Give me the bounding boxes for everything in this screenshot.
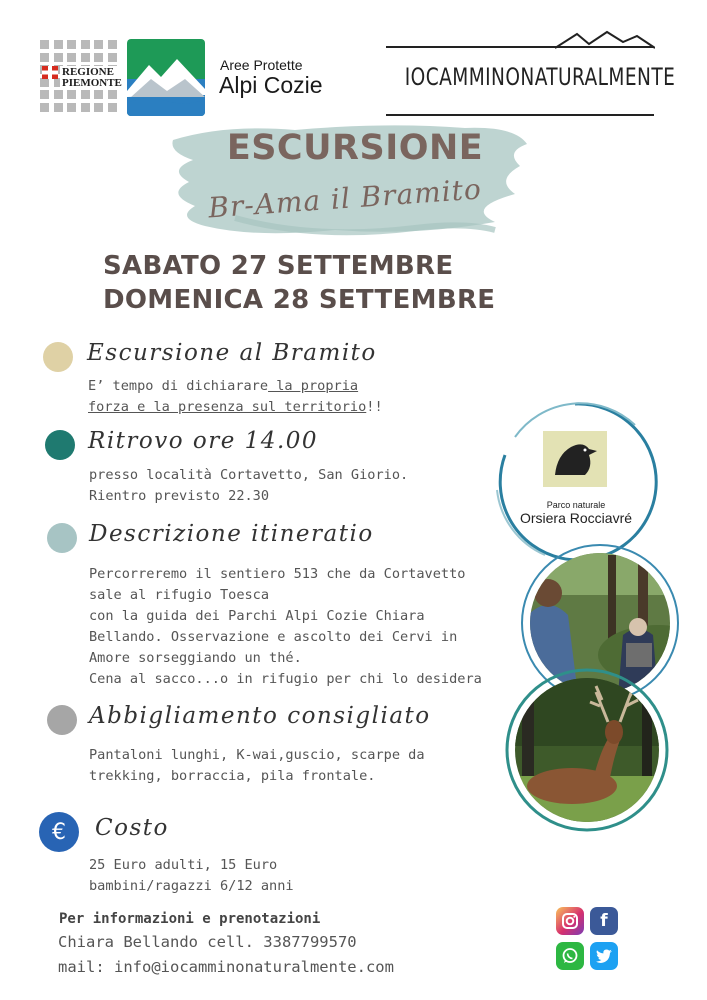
bullet-dot-tan xyxy=(43,342,73,372)
bullet-dot-grey xyxy=(47,705,77,735)
section-title-ritrovo: Ritrovo ore 14.00 xyxy=(88,428,319,454)
whatsapp-icon[interactable] xyxy=(556,942,584,970)
section-title-costo: Costo xyxy=(95,815,169,841)
instagram-icon[interactable] xyxy=(556,907,584,935)
ritrovo-line2: Rientro previsto 22.30 xyxy=(89,488,270,504)
contact-phone[interactable]: Chiara Bellando cell. 3387799570 xyxy=(58,933,357,951)
facebook-icon[interactable]: f xyxy=(590,907,618,935)
twitter-icon[interactable] xyxy=(590,942,618,970)
section-body-bramito xyxy=(88,376,383,418)
itin-line2: sale al rifugio Toesca xyxy=(89,587,270,603)
section-title-abbigliamento: Abbigliamento consigliato xyxy=(89,703,431,729)
contact-email[interactable]: mail: info@iocamminonaturalmente.com xyxy=(58,958,394,976)
abb-line1: Pantaloni lunghi, K-wai,guscio, scarpe da xyxy=(89,747,425,763)
bullet-dot-light-teal xyxy=(47,523,77,553)
section-body-abbigliamento xyxy=(89,745,425,787)
section-title-bramito: Escursione al Bramito xyxy=(87,340,377,366)
bramito-text: E’ tempo di dichiarare xyxy=(88,378,269,394)
park-label-big: Orsiera Rocciavré xyxy=(519,510,633,526)
brand-bottom-rule xyxy=(386,114,654,116)
mountains-icon xyxy=(555,30,655,50)
bramito-exclaim: !! xyxy=(366,399,383,415)
date-saturday: SABATO 27 SETTEMBRE xyxy=(103,251,454,281)
costo-line1: 25 Euro adulti, 15 Euro xyxy=(89,857,278,873)
regione-piemonte-text xyxy=(60,66,124,90)
bramito-underline-2: forza e la presenza sul territorio xyxy=(88,399,367,415)
euro-icon: € xyxy=(39,812,79,852)
event-subtitle: Br-Ama il Bramito xyxy=(207,172,483,225)
itin-line5: Amore sorseggiando un thé. xyxy=(89,650,302,666)
date-sunday: DOMENICA 28 SETTEMBRE xyxy=(103,285,496,315)
piemonte-flag-icon xyxy=(42,66,58,79)
info-heading: Per informazioni e prenotazioni xyxy=(59,911,321,927)
itin-line4: Bellando. Osservazione e ascolto dei Cervi in xyxy=(89,629,458,645)
alpi-cozie-logo xyxy=(127,39,205,116)
section-body-ritrovo xyxy=(89,465,408,507)
section-body-costo xyxy=(89,855,294,897)
aree-protette-label: Aree Protette xyxy=(220,57,303,73)
section-body-itinerario xyxy=(89,564,482,690)
alpi-cozie-label: Alpi Cozie xyxy=(219,72,323,98)
event-title: ESCURSIONE xyxy=(226,128,484,168)
deer-photo xyxy=(492,666,682,836)
costo-line2: bambini/ragazzi 6/12 anni xyxy=(89,878,294,894)
regione-line2: PIEMONTE xyxy=(62,77,122,89)
itin-line1: Percorreremo il sentiero 513 che da Cortavetto xyxy=(89,566,466,582)
bramito-underline-1: la propria xyxy=(268,378,359,394)
section-title-itinerario: Descrizione itineratio xyxy=(89,521,374,547)
brand-title: IOCAMMINONATURALMENTE xyxy=(404,63,676,91)
bullet-dot-teal xyxy=(45,430,75,460)
ritrovo-line1: presso località Cortavetto, San Giorio. xyxy=(89,467,409,483)
itin-line6: Cena al sacco...o in rifugio per chi lo desidera xyxy=(89,671,482,687)
park-label-small: Parco naturale xyxy=(546,500,606,510)
regione-line1: REGIONE xyxy=(62,66,114,78)
itin-line3: con la guida dei Parchi Alpi Cozie Chiara xyxy=(89,608,425,624)
abb-line2: trekking, borraccia, pila frontale. xyxy=(89,768,376,784)
